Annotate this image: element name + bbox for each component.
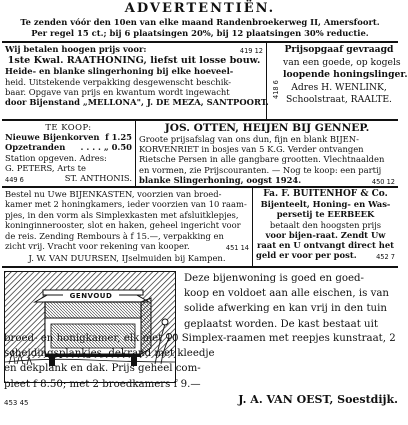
ad-peters bbox=[2, 121, 135, 186]
ad-raathoning-line: baar. Opgave van prijs en kwantum wordt ingewacht bbox=[5, 86, 230, 97]
ad-duursen-line: koninginnerooster, slot en haken, geheel ingericht voor bbox=[5, 220, 241, 231]
ad-peters-heading: TE KOOP: bbox=[45, 122, 92, 132]
advertisement-page bbox=[2, 1, 408, 423]
ad-wenlink-line: Adres H. WENLINK, bbox=[291, 81, 387, 93]
ad-vanoest-line: en dekplank en dak. Prijs geheel com- bbox=[4, 363, 201, 375]
ad-wenlink-code: 418 6 bbox=[272, 80, 280, 99]
ad-vanoest-code: 453 45 bbox=[4, 398, 29, 407]
ad-vanoest-line: Deze bijenwoning is goed en goed- bbox=[184, 273, 364, 284]
ad-vanoest-signature: J. A. VAN OEST, Soestdijk. bbox=[238, 392, 398, 406]
ad-vanoest-line: scheidingsplankjes, dekrand met kleedje bbox=[4, 348, 215, 360]
ad-duursen-line: pjes, in den vorm als Simplexkasten met afsluitklepjes, bbox=[5, 209, 239, 220]
ad-raathoning-line: heid. Uitstekende verpakking desgewenscht beschik- bbox=[5, 76, 232, 87]
ad-duursen-signature: J. W. VAN DUURSEN, IJselmuiden bij Kampen. bbox=[28, 253, 226, 264]
ad-buitenhof-line: Bijenteelt, Honing- en Was- bbox=[260, 199, 391, 210]
ad-duursen bbox=[2, 188, 252, 266]
ad-wenlink bbox=[266, 43, 408, 119]
ad-duursen-line: zicht vrij. Vracht voor rekening van kooper. bbox=[5, 241, 190, 252]
ad-vanoest-text-full bbox=[4, 331, 398, 411]
ad-raathoning bbox=[2, 43, 269, 119]
ad-buitenhof-line: raat en U ontvangt direct het bbox=[256, 240, 395, 251]
ad-wenlink-line: loopende honingslinger. bbox=[283, 69, 408, 81]
ad-wenlink-line: van een goede, op kogels bbox=[283, 56, 401, 68]
ad-peters-line: G. PETERS, Arts te bbox=[5, 162, 86, 173]
ad-row-1 bbox=[2, 43, 408, 119]
ad-buitenhof-line: voor bijen-raat. Zendt Uw bbox=[265, 229, 386, 240]
ad-vanoest-line: koop en voldoet aan alle eischen, is van bbox=[184, 288, 389, 300]
ad-peters-price: f 1.25 bbox=[105, 132, 132, 143]
ad-buitenhof-line: geld er voor per post. bbox=[256, 250, 357, 261]
ad-otten-line: Groote prijsafslag van ons dun, fijn en blank BIJEN- bbox=[139, 134, 359, 144]
ad-row-3 bbox=[2, 188, 398, 266]
ad-otten-line: en vormen, zie Prijscouranten. — Nog te koop: een partij bbox=[139, 164, 382, 175]
ad-wenlink-line: Schoolstraat, RAALTE. bbox=[286, 94, 392, 106]
ad-duursen-line: kamer met 2 honingkamers, ieder voorzien van 10 raam- bbox=[5, 199, 247, 210]
ad-peters-line: ST. ANTHONIS. bbox=[64, 173, 132, 184]
ad-raathoning-code: 419 12 bbox=[239, 47, 263, 55]
header-instructions: Te zenden vóór den 10en van elke maand Randenbroekerweg II, Amersfoort. bbox=[20, 17, 380, 27]
ad-duursen-line: de reis. Zending Rembours à f 15.—, verpakking en bbox=[5, 230, 224, 241]
ad-raathoning-line: door Bijenstand „MELLONA", J. DE MEZA, SANTPOORT. bbox=[5, 97, 269, 108]
ad-peters-price: . . . . „ 0.50 bbox=[80, 142, 132, 153]
ad-buitenhof-code: 452 7 bbox=[376, 253, 395, 262]
ad-otten-line: KORVENRIET in bosjes van 5 K.G. Verder ontvangen bbox=[139, 144, 364, 155]
ad-peters-code: 449 6 bbox=[5, 176, 24, 185]
ad-peters-item: Nieuwe Bijenkorven bbox=[5, 132, 100, 143]
beehive-label: GENVOUD bbox=[69, 292, 113, 300]
ad-vanoest-line: pleet f 8.50; met 2 broedkamers f 9.— bbox=[4, 378, 201, 390]
ad-buitenhof bbox=[252, 188, 398, 266]
ad-buitenhof-line: betaalt den hoogsten prijs bbox=[269, 219, 382, 230]
ad-otten bbox=[135, 121, 398, 186]
ad-row-2 bbox=[2, 121, 398, 186]
ad-vanoest-line: geplaatst worden. De kast bestaat uit bbox=[184, 318, 378, 330]
ad-peters-line: Station opgeven. Adres: bbox=[5, 152, 107, 163]
ad-otten-line: blanke Slingerhoning, oogst 1924. bbox=[139, 174, 302, 185]
ad-buitenhof-heading: Fa. F. BUITENHOF & Co. bbox=[263, 189, 388, 199]
header-rates: Per regel 15 ct.; bij 6 plaatsingen 20%, bij 12 plaatsingen 30% reductie. bbox=[31, 27, 369, 38]
ad-wenlink-line: Prijsopgaaf gevraagd bbox=[284, 44, 394, 55]
ad-peters-item: Opzetranden bbox=[5, 142, 66, 153]
page-title: ADVERTENTIËN. bbox=[124, 1, 276, 16]
ad-buitenhof-line: persetij te EERBEEK bbox=[276, 209, 375, 220]
ad-raathoning-heading: Wij betalen hoogen prijs voor: bbox=[5, 44, 147, 54]
ad-raathoning-line: Heide- en blanke slingerhoning bij elke hoeveel- bbox=[5, 66, 234, 77]
ad-otten-heading: JOS. OTTEN, HEIJEN BIJ GENNEP. bbox=[164, 122, 370, 134]
ad-duursen-line: Bestel nu Uwe BIJENKASTEN, voorzien van broed- bbox=[5, 189, 222, 199]
ad-vanoest-line: broed- en honigkamer, elk met 10 Simplex-raamen met reepjes kunstraat, 2 bbox=[4, 333, 396, 344]
ad-vanoest-text bbox=[184, 271, 398, 332]
ad-duursen-code: 451 14 bbox=[225, 244, 249, 253]
ad-otten-line: Rietsche Persen in alle gangbare grootten. Vlechtnaalden bbox=[139, 154, 385, 165]
ad-raathoning-line: 1ste Kwal. RAATHONING, liefst uit losse bouw. bbox=[7, 55, 261, 67]
ad-vanoest-line: solide afwerking en kan vrij in den tuin bbox=[184, 303, 387, 315]
ad-otten-code: 450 12 bbox=[371, 177, 395, 186]
